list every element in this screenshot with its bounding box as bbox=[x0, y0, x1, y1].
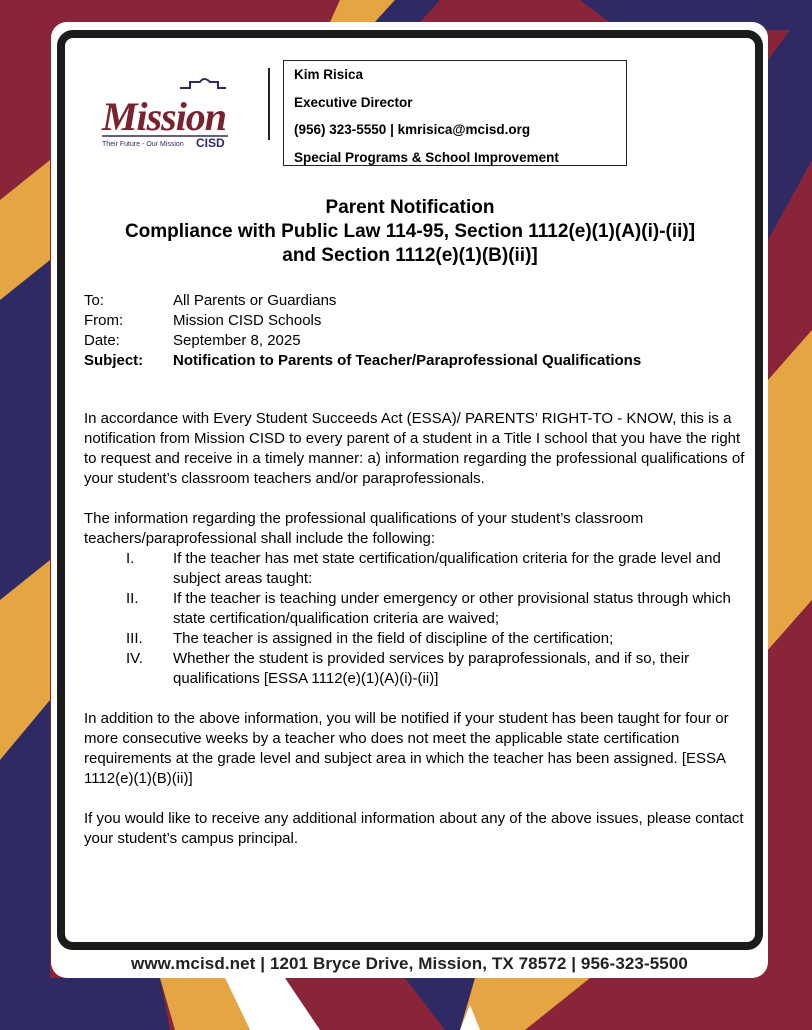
to-label: To: bbox=[84, 292, 105, 309]
list-number: III. bbox=[126, 630, 143, 647]
memo-header bbox=[84, 291, 641, 371]
list-item bbox=[84, 589, 749, 629]
from-value: Mission CISD Schools bbox=[173, 312, 322, 329]
footer-contact: www.mcisd.net | 1201 Bryce Drive, Mission, TX 78572 | 956-323-5500 bbox=[131, 954, 688, 973]
list-text: The teacher is assigned in the field of discipline of the certification; bbox=[173, 630, 614, 647]
qualifications-list bbox=[84, 549, 749, 689]
title-line-3: and Section 1112(e)(1)(B)(ii)] bbox=[282, 245, 538, 266]
list-item bbox=[84, 649, 749, 689]
subject-label: Subject: bbox=[84, 352, 144, 369]
contact-title: Executive Director bbox=[294, 94, 413, 110]
list-number: I. bbox=[126, 550, 135, 567]
list-text: Whether the student is provided services by paraprofessionals, and if so, their qualifications [ESSA 1112(e)(1)(A)(i)-(ii)] bbox=[173, 650, 690, 687]
list-item bbox=[84, 629, 749, 649]
date-value: September 8, 2025 bbox=[173, 332, 301, 349]
contact-box bbox=[283, 60, 627, 166]
paragraph-3: In addition to the above information, you will be notified if your student has been taught for four or more consecutive weeks by a teacher who does not meet the applicable state certification requirements at the grade level and subject area in which the teacher has been assigned. [ESSA 1112(e)(1)(B)(ii)] bbox=[84, 710, 729, 787]
contact-department: Special Programs & School Improvement bbox=[294, 149, 559, 165]
header-divider bbox=[268, 68, 270, 140]
list-item bbox=[84, 549, 749, 589]
paragraph-2: The information regarding the professional qualifications of your student’s classroom teachers/paraprofessional shall include the following: bbox=[84, 510, 644, 547]
subject-value: Notification to Parents of Teacher/Paraprofessional Qualifications bbox=[173, 352, 642, 369]
document-body bbox=[84, 409, 749, 869]
paragraph-1: In accordance with Every Student Succeeds Act (ESSA)/ PARENTS’ RIGHT-TO - KNOW, this is a notification from Mission CISD to every parent of a student in a Title I school that you have the right to request and receive in a timely manner: a) information regarding the professional qualifications of your student’s classroom teachers and/or paraprofessionals. bbox=[84, 410, 745, 487]
list-number: II. bbox=[126, 590, 139, 607]
contact-name: Kim Risica bbox=[294, 67, 364, 82]
contact-phone-email: (956) 323-5550 | kmrisica@mcisd.org bbox=[294, 122, 531, 137]
paragraph-4: If you would like to receive any additional information about any of the above issues, please contact your student’s campus principal. bbox=[84, 810, 744, 847]
list-number: IV. bbox=[126, 650, 143, 667]
to-value: All Parents or Guardians bbox=[173, 292, 337, 309]
svg-text:CISD: CISD bbox=[196, 136, 225, 150]
list-text: If the teacher is teaching under emergency or other provisional status through which state certification/qualification criteria are waived; bbox=[173, 590, 731, 627]
svg-text:Their Future - Our Mission: Their Future - Our Mission bbox=[102, 141, 184, 148]
title-line-2: Compliance with Public Law 114-95, Section 1112(e)(1)(A)(i)-(ii)] bbox=[124, 221, 696, 242]
title-line-1: Parent Notification bbox=[325, 197, 495, 218]
date-label: Date: bbox=[84, 332, 120, 349]
from-label: From: bbox=[84, 312, 124, 329]
mission-cisd-logo bbox=[100, 74, 240, 154]
svg-text:Mission: Mission bbox=[102, 94, 227, 139]
document-title bbox=[65, 196, 755, 268]
list-text: If the teacher has met state certification/qualification criteria for the grade level and subject areas taught: bbox=[173, 550, 721, 587]
document-frame bbox=[57, 30, 763, 950]
